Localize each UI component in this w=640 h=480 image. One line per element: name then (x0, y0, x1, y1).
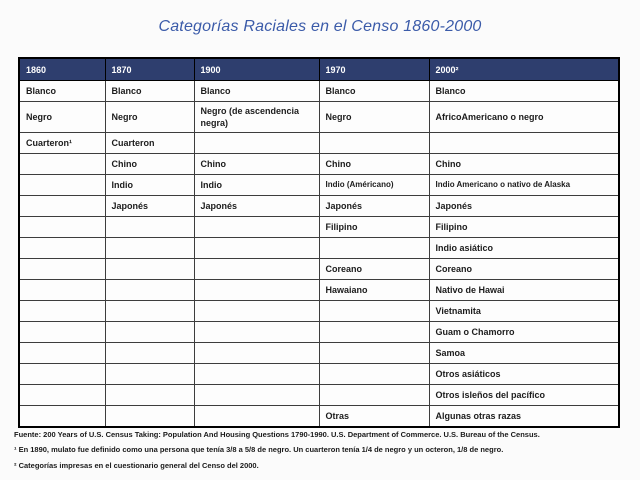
table-row (19, 217, 619, 238)
table-cell: Samoa (429, 343, 619, 364)
table-cell (19, 196, 105, 217)
table-cell: Coreano (319, 259, 429, 280)
table-body (19, 81, 619, 427)
table-cell (19, 343, 105, 364)
table-cell: Negro (19, 102, 105, 133)
table-cell (194, 238, 319, 259)
table-row (19, 175, 619, 196)
table-cell: AfricoAmericano o negro (429, 102, 619, 133)
table-cell (105, 385, 194, 406)
table-cell (19, 217, 105, 238)
table-cell (194, 133, 319, 154)
table-cell: Blanco (19, 81, 105, 102)
table-cell: Filipino (319, 217, 429, 238)
census-table (18, 57, 620, 428)
table-cell: Chino (429, 154, 619, 175)
table-cell: Negro (105, 102, 194, 133)
table-cell (19, 259, 105, 280)
table-cell: Algunas otras razas (429, 406, 619, 427)
table-row (19, 280, 619, 301)
table-cell (429, 133, 619, 154)
table-cell: Blanco (429, 81, 619, 102)
table-row (19, 364, 619, 385)
table-cell (19, 238, 105, 259)
table-cell: Blanco (105, 81, 194, 102)
table-cell: Otros isleños del pacífico (429, 385, 619, 406)
table-cell (105, 406, 194, 427)
table-row (19, 81, 619, 102)
table-cell (19, 364, 105, 385)
footnote-source: Fuente: 200 Years of U.S. Census Taking: Population And Housing Questions 1790-1990. U.S. Department of Commerce. U.S. Bureau of the Census. (14, 430, 540, 439)
table-cell: Blanco (319, 81, 429, 102)
table-row (19, 343, 619, 364)
table-cell: Cuarteron (105, 133, 194, 154)
table-row (19, 133, 619, 154)
table-cell (194, 280, 319, 301)
census-table-container (18, 57, 618, 428)
table-row (19, 406, 619, 427)
table-cell (194, 259, 319, 280)
table-row (19, 238, 619, 259)
column-header: 1860 (19, 58, 105, 81)
table-cell: Negro (de ascendencia negra) (194, 102, 319, 133)
table-row (19, 196, 619, 217)
table-cell: Otros asiáticos (429, 364, 619, 385)
table-cell (19, 385, 105, 406)
table-cell: Chino (319, 154, 429, 175)
table-cell (319, 343, 429, 364)
column-header: 2000² (429, 58, 619, 81)
table-cell: Chino (105, 154, 194, 175)
table-cell: Japonés (194, 196, 319, 217)
table-cell (319, 322, 429, 343)
table-cell (194, 301, 319, 322)
table-row (19, 259, 619, 280)
table-row (19, 385, 619, 406)
table-cell (105, 280, 194, 301)
column-header: 1970 (319, 58, 429, 81)
table-cell: Otras (319, 406, 429, 427)
table-cell: Guam o Chamorro (429, 322, 619, 343)
table-row (19, 322, 619, 343)
table-cell (105, 238, 194, 259)
table-cell: Indio asiático (429, 238, 619, 259)
table-cell (319, 133, 429, 154)
table-cell: Cuarteron¹ (19, 133, 105, 154)
table-cell: Blanco (194, 81, 319, 102)
footnote-2: ² Categorías impresas en el cuestionario general del Censo del 2000. (14, 460, 259, 470)
table-cell (105, 364, 194, 385)
table-cell (105, 217, 194, 238)
table-cell (19, 322, 105, 343)
table-cell (105, 343, 194, 364)
table-cell (19, 280, 105, 301)
table-cell (319, 364, 429, 385)
table-cell: Coreano (429, 259, 619, 280)
table-cell: Japonés (105, 196, 194, 217)
table-cell: Chino (194, 154, 319, 175)
column-header: 1900 (194, 58, 319, 81)
table-cell: Japonés (319, 196, 429, 217)
table-cell (319, 238, 429, 259)
table-row (19, 301, 619, 322)
table-cell (19, 301, 105, 322)
header-row (19, 58, 619, 81)
table-cell (319, 301, 429, 322)
table-cell (194, 322, 319, 343)
table-cell: Japonés (429, 196, 619, 217)
table-row (19, 154, 619, 175)
footnotes (14, 431, 634, 477)
column-header: 1870 (105, 58, 194, 81)
table-cell: Negro (319, 102, 429, 133)
table-cell (105, 301, 194, 322)
table-cell: Indio (Américano) (319, 175, 429, 196)
table-cell: Filipino (429, 217, 619, 238)
table-cell: Nativo de Hawai (429, 280, 619, 301)
table-cell (194, 343, 319, 364)
table-cell: Hawaiano (319, 280, 429, 301)
table-cell (105, 322, 194, 343)
table-cell (19, 154, 105, 175)
table-head (19, 58, 619, 81)
table-cell: Indio Americano o nativo de Alaska (429, 175, 619, 196)
table-cell (194, 406, 319, 427)
table-cell (19, 175, 105, 196)
table-cell: Vietnamita (429, 301, 619, 322)
table-cell (194, 385, 319, 406)
footnote-1: ¹ En 1890, mulato fue definido como una persona que tenía 3/8 a 5/8 de negro. Un cuarteron tenía 1/4 de negro y un octeron, 1/8 de negro. (14, 445, 504, 455)
table-cell: Indio (105, 175, 194, 196)
page-title: Categorías Raciales en el Censo 1860-2000 (158, 18, 482, 35)
table-cell (194, 364, 319, 385)
table-cell (19, 406, 105, 427)
table-cell (194, 217, 319, 238)
table-cell: Indio (194, 175, 319, 196)
table-cell (105, 259, 194, 280)
table-cell (319, 385, 429, 406)
table-row (19, 102, 619, 133)
